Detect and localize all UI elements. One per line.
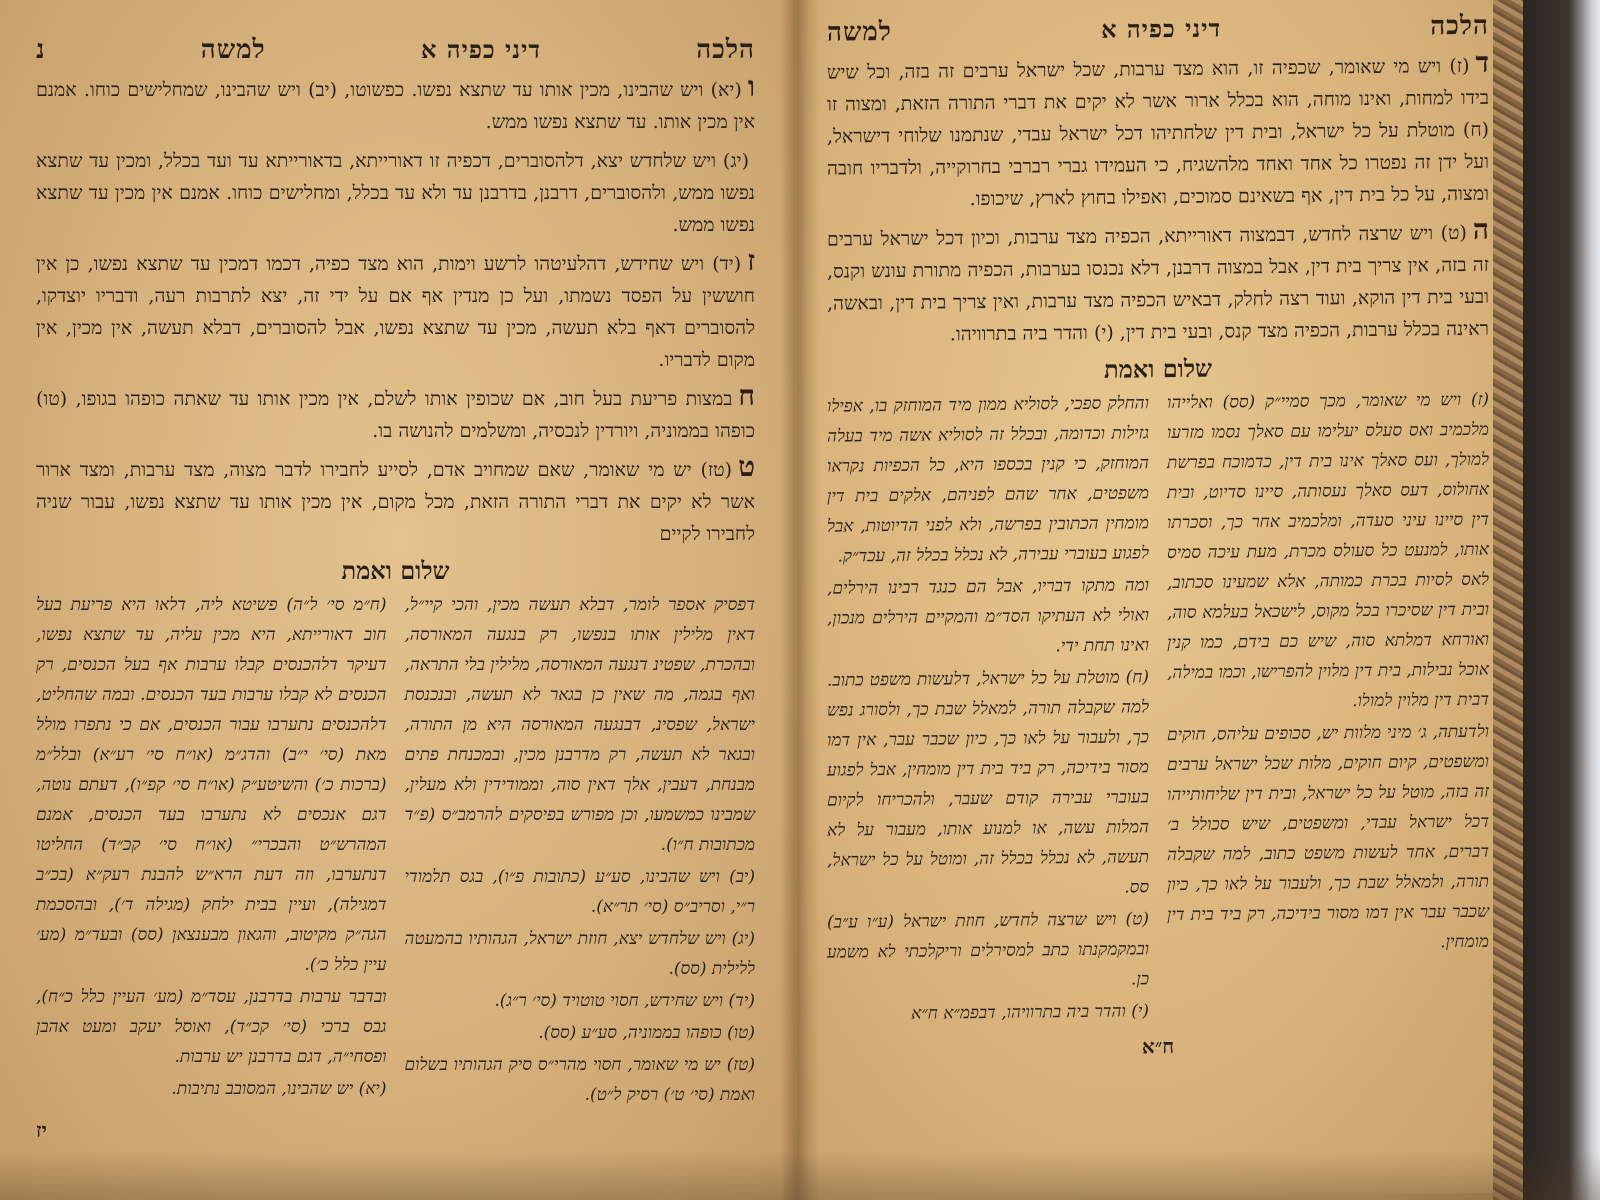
commentary-title: שלום ואמת — [1103, 353, 1213, 384]
right-page — [795, 0, 1535, 1200]
left-page — [0, 0, 795, 1200]
paragraph-letter: ד — [1475, 45, 1489, 79]
paragraph-text: במצות פריעת בעל חוב, אם שכופין אותו לשלם, אין מכין אותו עד שאתה כופהו בגופו, (טו) כופהו בממוניה, ויורדין לנכסיה, ומשלמים להנושה בו. — [36, 388, 755, 442]
commentary-note: דפסיק אספר לומר, דבלא תעשה מכין, והכי קיי״ל, דאין מלילין אותו בנפשו, רק בנגעה המאורסה, ובהכרת, שפטינ דנגעה המאורסה, מלילין בלי התראה, ואף בגמה, מה שאין כן בגאר לא תעשה, ובנכנסת ישראל, שפסינ, דבנגעה המאורסה היא מן התורה, ובגאר לא תעשה, רק מדרבנן מכין, ובמכנחת פתים מבנחת, דעבין, אלך דאין סוה, וממודידין ולא מעלין, שמבינו כמשמעו, וכן מפורש בפיסקים להרמב״ס (פ״ד מכתובות ח״ו). — [404, 595, 755, 855]
commentary-column-right — [405, 590, 756, 1112]
paragraph-text: (טז) יש מי שאומר, שאם שמחויב אדם, לסייע לחבירו לדבר מצוה, מצד ערבות, ומצד ארור אשר לא יקים את דברי התורה הזאת, מכל מקום, אין מכין אותו עד שתצא נפשו, עבור שניה לחבירו לקיים — [36, 459, 755, 545]
page-number: יז — [36, 1118, 47, 1142]
commentary-note: (יד) ויש שחידש, חסוי טוטויד (סי׳ ר״ג). — [494, 991, 755, 1011]
commentary-note: והחלק ספכי, לסוליא ממון מיד המוחזק בו, אפילו גזילות וכדומה, ובכלל זה לסוליא אשה מיד בעלה המוחזק, כי קנין בכספו היא, כל הכפיות נקראו משפטים, אחר שהם לפניהם, אלקים בית דין מומחין הכתובין בפרשה, ולא לפני הדיוטות, אבל לפגוע בעוברי עבירה, לא נכלל בכלל זה, עכד״ק. — [827, 393, 1149, 567]
commentary-note: (ח״מ סי׳ ל״ה) פשיטא ליה, דלאו היא פריעת בעל חוב דאורייתא, היא מכין עליה, עד שתצא נפשו, דעיקר דלהכנסים קבלו ערבות אף בעל הכנסים, רק הכנסים לא קבלו ערבות בעד הכנסים. ובמה שהחליט, דלהכנסים נתערבו עבור הכנסים, אם כי נתפרו מולל מאת (סי׳ י״ב) והדג״מ (או״ח סי׳ רע״א) ובלל״מ (ברכות כ׳) והשיטע״ק (או״ח סי׳ קפ״ו), דעתם נוטה, דגם אנכסים לא נתערבו בעד הכנסים, אמנם המהרש״ט והבכרי״ (או״ח סי׳ קכ״ד) החליטו דנתערבו, וזה דעת הרא״ש להבנת רעק״א (בכ״ב דמגילה), ועיין בבית ילחק (מגילה ד׳), ובהסכמת הגה״ק מקיטוב, והגאון מבענצאן (סס) ובעד״מ (מע׳ עיין כלל כ׳). — [36, 595, 387, 975]
commentary-note: (ז) ויש מי שאומר, מכך סמיי״ק (סס) ואלייהו מלכמיב ואס סעלס יעלימו עם סאלך נסמו מזרעו למולך, ועס סאלך אינו בית דין, כדמוכח בפרשת אחולוס, דעס סאלך נעסותה, סיינו סדיוט, ובית דין סיינו עיני סעדה, ומלכמיב אחר כך, וסכרתו אותו, למנעט כל סעולס מכרת, מעת עיכה סמיס לאס לסיות בכרת כמותה, אלא שמעינו סכתוב, ובית דין שסיכרו בכל מקוס, לישכאל בעלמא סוה, ואורחא דמלתא סוה, שיש כם בידם, כמו קנין אוכל נבילות, בית דין מלוין להפרישו, וכמו במילה, דבית דין מלוין למולו. — [1167, 389, 1489, 712]
paragraph-letter: ז — [747, 244, 755, 277]
header-halacha: הלכה — [696, 35, 755, 65]
paragraph — [36, 380, 755, 447]
bottom-shadow — [0, 1150, 1600, 1200]
paragraph-text: (ז) ויש מי שאומר, שכפיה זו, הוא מצד ערבות, שכל ישראל ערבים זה בזה, וכל שיש בידו למחות, ואינו מוחה, הוא בכלל ארור אשר לא יקים את דברי התורה הזאת, ומצוה זו (ח) מוטלת על כל ישראל, ובית דין שלחתיהו דכל ישראל עבדי, שנתמנו שלוחי דישראל, ועל ידן זה נפטרו כל אחד ואחד מלהשגיח, כי העמידו גברי רברבי בחרוקייה, ולדבריו חובה ומצוה, על כל בית דין, אף בשאינם סמוכים, ואפילו בחוץ לארץ, שיכופו. — [827, 54, 1489, 211]
commentary-note: (טז) יש מי שאומר, חסוי מהרי״ס סיק הגהותיו בשלום ואמת (סי׳ ט׳) רסיק ל״ט). — [404, 1055, 755, 1105]
paragraph-text: (יג) ויש שלחדש יצא, דלהסוברים, דכפיה זו דאורייתא, בדאורייתא עד ועד בכלל, ומכין עד שתצא נפשו ממש, ולהסוברים, דרבנן, בדרבנן עד ולא עד בכלל, ומחלישים כוחו. אמנם אין מכין עד שתצא נפשו ממש. — [36, 150, 755, 236]
commentary-columns — [827, 385, 1489, 1032]
left-main-text — [36, 71, 755, 550]
paragraph-letter: ח — [738, 379, 755, 412]
right-main-text — [827, 47, 1489, 352]
commentary-column-left — [827, 388, 1149, 1031]
right-page-header — [827, 11, 1489, 48]
header-chapter: דיני כפיה א — [421, 35, 541, 64]
commentary-note: ומה מתקו דבריו, אבל הם כנגד רבינו הירלים, ואולי לא העתיקו הסד״מ והמקיים הירלים מנכון, ואינו תחת ידי. — [827, 575, 1149, 657]
commentary-note: ולדעתה, ג׳ מיני מלוות יש, סכופים עליהס, חוקים ומשפטים, קיום חוקים, מלות שכל ישראל ערבים זה בזה, מוטל על כל ישראל, ובית דין שליחותייהו דכל ישראל עבדי, ומשפטים, שיש סכולל ב׳ דברים, אחד לעשות משפט כתוב, למה שקבלה תורה, ולמאלל שבת כך, ולעבור על לאו כך, כיון שכבר עבר אין דמו מסור בידיכה, רק ביד בית דין מומחין. — [1167, 721, 1489, 953]
paragraph-letter: ה — [1472, 212, 1489, 246]
paragraph-text: (יא) ויש שהבינו, מכין אותו עד שתצא נפשו. כפשוטו, (יב) ויש שהבינו, שמחלישים כוחו. אמנם אין מכין אותו. עד שתצא נפשו ממש. — [36, 79, 755, 133]
commentary-note: (ח) מוטלת על כל ישראל, דלעשות משפט כתוב. למה שקבלה תורה, למאלל שבת כך, ולסורג נפש כך, ולעבור על לאו כך, כיון שכבר עבר, אין דמו מסור בידיכה, רק ביד בית דין מומחין, אבל לפגוע בעוברי עבירה קודם שעבר, ולהכריחו לקיום המלות עשה, או למנוע אותו, מעבור על לא תעשה, לא נכלל בכלל זה, ומוטל על כל ישראל, סס. — [827, 667, 1149, 898]
commentary-column-left — [36, 590, 387, 1112]
paragraph-letter — [749, 141, 755, 174]
header-lemoshe: למשה — [827, 16, 892, 48]
header-page-letter: נ — [36, 35, 46, 65]
paragraph-text: (יד) ויש שחידש, דהלעיטהו לרשע וימות, הוא מצד כפיה, דכמו דמכין עד שתצא נפשו, כן אין חוששין על הפסד נשמתו, ועל כן מנדין אף אם על ידי זה, יצא לתרבות רעה, ודבריו יוצדקו, להסוברים דאף בלא תעשה, מכין עד שתצא נפשו, אבל להסוברים, דבלא תעשה, אין מכין, אין מקום לדבריו. — [36, 253, 755, 371]
commentary-note: (יב) ויש שהבינו, סע״ע (כתובות פ״ו), בגס תלמודי ר״י, וסריב״ס (סי׳ תר״א). — [404, 867, 755, 917]
paragraph — [827, 214, 1489, 352]
paragraph-letter: ט — [738, 450, 755, 483]
paragraph — [36, 71, 755, 138]
commentary-note: (טו) כופהו בממוניה, סע״ע (סס). — [538, 1023, 755, 1043]
page-edge-pattern — [1493, 0, 1523, 1200]
header-halacha: הלכה — [1430, 10, 1489, 42]
paragraph-letter: ו — [747, 70, 755, 103]
commentary-note: (יא) יש שהבינו, המסובב נתיבות. — [171, 1079, 387, 1099]
paragraph — [36, 245, 755, 376]
book-cover-edge — [1523, 0, 1600, 1200]
book-spine-shadow — [780, 0, 820, 1200]
commentary-note: (יג) ויש שלחדש יצא, חוזת ישראל, הגהותיו בהמעטה ללילית (סס). — [404, 929, 755, 979]
header-lemoshe: למשה — [200, 35, 266, 65]
left-page-header — [36, 35, 755, 65]
header-chapter: דיני כפיה א — [1101, 13, 1222, 44]
paragraph — [36, 142, 755, 241]
commentary-columns — [36, 590, 755, 1112]
commentary-column-right — [1167, 385, 1489, 1028]
commentary-note: ובדבר ערבות בדרבנן, עסד״מ (מע׳ העיין כלל כ״ח), גבס ברכי (סי׳ קכ״ד), ואוסל יעקב ומעט אהבן ופסחי״ה, דגם בדרבנן יש ערבות. — [36, 987, 387, 1067]
commentary-note: (י) והדר ביה בתרוויהו, דבפמ״א ח״א — [911, 1001, 1149, 1024]
commentary-note: (ט) ויש שרצה לחדש, חוזת ישראל (ע״ו ע״ב) ובמקמקנתו כתב למסירלים וריקלכתי לא משמע כן. — [827, 909, 1149, 990]
paragraph-text: (ט) ויש שרצה לחדש, דבמצוה דאורייתא, הכפיה מצד ערבות, וכיון דכל ישראל ערבים זה בזה, אין צריך בית דין, אבל במצוה דרבנן, דלא נכנסו בערבות, הכפיה מתורת עונש וקנס, ובעי בית דין הוקא, ועוד רצה לחלק, דבאיש הכפיה מצד ערבות, ואין צריך בית דין, ובאשה, ראינה בכלל ערבות, הכפיה מצד קנס, ובעי בית דין, (י) והדר ביה בתרוויהו. — [827, 221, 1489, 346]
commentary-title: שלום ואמת — [341, 556, 450, 585]
paragraph — [827, 47, 1489, 217]
paragraph — [36, 451, 755, 550]
page-number: ח״א — [1141, 1034, 1175, 1059]
